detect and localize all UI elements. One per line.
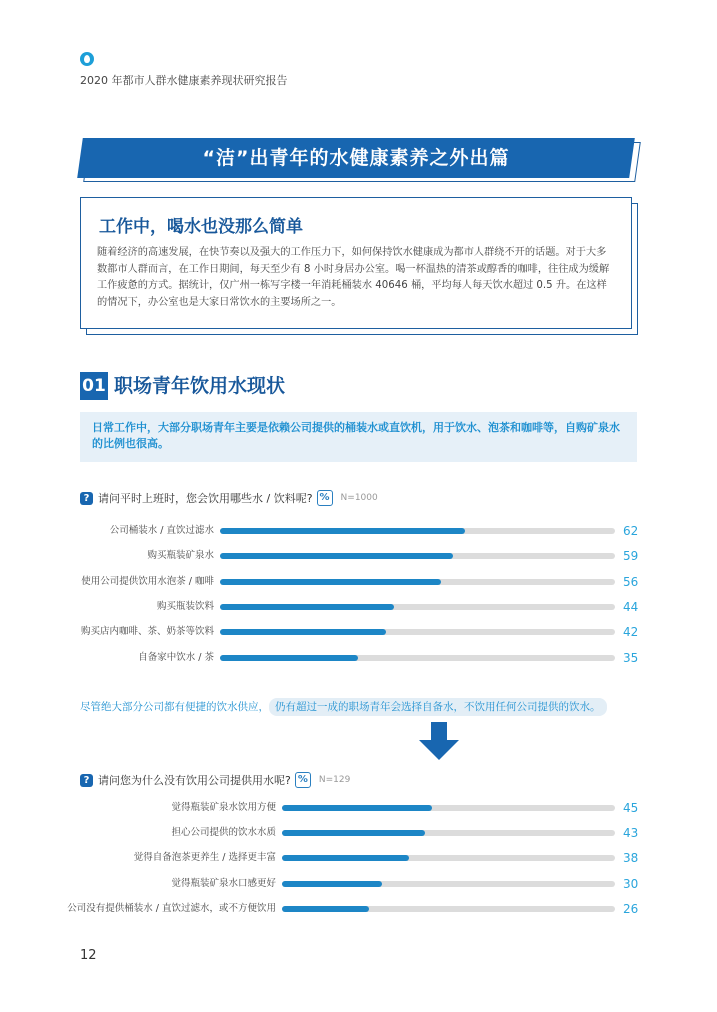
bar-value: 59 [623, 549, 639, 564]
question-2 [80, 772, 350, 788]
intro-box [80, 197, 632, 329]
bar-label: 觉得自备泡茶更养生 / 选择更丰富 [133, 852, 276, 864]
water-drop-icon [80, 52, 94, 66]
bar-value: 30 [623, 876, 639, 891]
note-part-1: 尽管绝大部分公司都有便捷的饮水供应， [80, 701, 269, 713]
bar-value: 38 [623, 851, 639, 866]
bar-label: 使用公司提供饮用水泡茶 / 咖啡 [81, 575, 214, 587]
bar-row [0, 600, 717, 614]
bar-value: 26 [623, 901, 639, 916]
bar-label: 公司没有提供桶装水 / 直饮过滤水，或不方便饮用 [67, 902, 276, 914]
bar-label: 购买瓶装矿泉水 [147, 550, 214, 562]
bar-label: 购买瓶装饮料 [156, 600, 214, 612]
bar [282, 855, 409, 861]
intro-heading: 工作中，喝水也没那么简单 [99, 217, 303, 237]
chapter-title: “洁”出青年的水健康素养之外出篇 [202, 147, 510, 169]
bar-row [0, 826, 717, 840]
bar [220, 553, 453, 559]
percent-icon: % [295, 772, 311, 788]
bar-value: 35 [623, 650, 639, 665]
note-highlight: 仍有超过一成的职场青年会选择自备水，不饮用任何公司提供的饮水。 [269, 698, 607, 716]
bar [282, 805, 432, 811]
question-1 [80, 490, 378, 506]
page-number: 12 [80, 948, 97, 963]
report-title: 2020 年都市人群水健康素养现状研究报告 [80, 74, 288, 87]
intro-paragraph: 随着经济的高速发展，在快节奏以及强大的工作压力下，如何保持饮水健康成为都市人群绕不开的话题。对于大多数都市人群而言，在工作日期间，每天至少有 8 小时身居办公室。喝一杯温热的清茶或醇香的咖啡，往往成为缓解工作疲惫的方式。据统计，仅广州一栋写字楼一年消耗桶装水 40646 桶，平均每人每天饮水超过 0.5 升。在这样的情况下，办公室也是大家日常饮水的主要场所之一。 [97, 247, 610, 308]
bar [282, 906, 369, 912]
bar-value: 56 [623, 574, 639, 589]
sample-size: N=129 [318, 775, 351, 785]
bar-value: 43 [623, 826, 639, 841]
question-icon: ? [80, 492, 93, 505]
section-title: 职场青年饮用水现状 [114, 375, 286, 397]
bar [220, 604, 394, 610]
section-highlight: 日常工作中，大部分职场青年主要是依赖公司提供的桶装水或直饮机，用于饮水、泡茶和咖啡等，自购矿泉水的比例也很高。 [80, 412, 637, 462]
section-number: 01 [80, 372, 108, 400]
insight-note [80, 696, 607, 718]
chapter-banner [80, 138, 636, 182]
bar-row [0, 801, 717, 815]
bar-label: 自备家中饮水 / 茶 [138, 651, 214, 663]
bar-label: 觉得瓶装矿泉水口感更好 [171, 877, 276, 889]
question-icon: ? [80, 774, 93, 787]
bar-row [0, 549, 717, 563]
bar-value: 44 [623, 599, 639, 614]
bar [220, 629, 386, 635]
bar-row [0, 651, 717, 665]
bar-label: 购买店内咖啡、茶、奶茶等饮料 [80, 626, 214, 638]
percent-icon: % [317, 490, 333, 506]
bar-row [0, 575, 717, 589]
sample-size: N=1000 [340, 493, 378, 503]
bar-label: 担心公司提供的饮水水质 [171, 827, 276, 839]
bar-row [0, 524, 717, 538]
question-1-text: 请问平时上班时，您会饮用哪些水 / 饮料呢? [98, 492, 313, 505]
question-2-text: 请问您为什么没有饮用公司提供用水呢? [98, 774, 291, 787]
down-arrow-icon [419, 722, 459, 760]
bar [220, 528, 465, 534]
bar-value: 62 [623, 524, 639, 538]
bar-row [0, 625, 717, 639]
bar [220, 579, 441, 585]
bar-row [0, 877, 717, 891]
bar [282, 830, 425, 836]
bar-value: 42 [623, 625, 639, 640]
bar-label: 觉得瓶装矿泉水饮用方便 [171, 802, 276, 813]
bar-row [0, 902, 717, 916]
bar [220, 655, 358, 661]
bar-row [0, 851, 717, 865]
bar-value: 45 [623, 801, 639, 815]
bar-label: 公司桶装水 / 直饮过滤水 [109, 525, 214, 536]
bar [282, 881, 382, 887]
